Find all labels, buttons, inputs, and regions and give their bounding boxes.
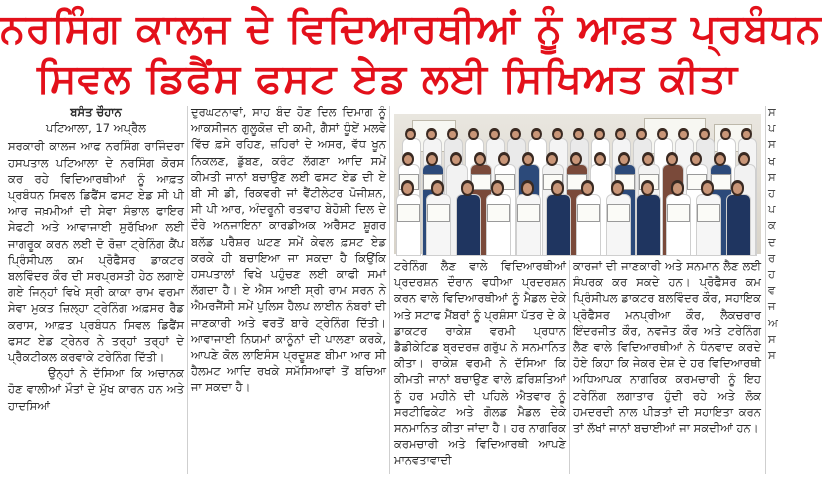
- article-column-4: [573, 258, 761, 476]
- certificate: [667, 204, 690, 222]
- paragraph: ਕਾਰਜਾਂ ਦੀ ਜਾਣਕਾਰੀ ਅਤੇ ਸਨਮਾਨ ਲੈਣ ਲਈ ਸੰਪਰਕ ਕਰ ਸਕਦੇ ਹਨ। ਪ੍ਰੋਫੈਸਰ ਕਮ ਪ੍ਰਿੰਸੀਪਲ ਡਾਕਟਰ ਬਲਵਿੰਦਰ ਕੌਰ, ਸਹਾਇਕ ਪ੍ਰੋਫੈਸਰ ਮਨਪ੍ਰੀਆ ਕੌਰ, ਲੈਕਚਰਾਰ ਇੰਦਰਜੀਤ ਕੌਰ, ਨਵਜੋਤ ਕੌਰ ਅਤੇ ਟਰੇਨਿੰਗ ਲੈਣ ਵਾਲੇ ਵਿਦਿਆਰਥੀਆਂ ਨੇ ਧੰਨਵਾਦ ਕਰਦੇ ਹੋਏ ਕਿਹਾ ਕਿ ਜੇਕਰ ਦੇਸ਼ ਦੇ ਹਰ ਵਿਦਿਆਰਥੀ ਅਧਿਆਪਕ ਨਾਗਰਿਕ ਕਰਮਚਾਰੀ ਨੂੰ ਇਹ ਟਰੇਨਿੰਗ ਲਗਾਤਾਰ ਹੁੰਦੀ ਰਹੇ ਅਤੇ ਲੋਕ ਹਮਦਰਦੀ ਨਾਲ ਪੀੜਤਾਂ ਦੀ ਸਹਾਇਤਾ ਕਰਨ ਤਾਂ ਲੱਖਾਂ ਜਾਨਾਂ ਬਚਾਈਆਂ ਜਾ ਸਕਦੀਆਂ ਹਨ।: [573, 259, 761, 436]
- paragraph: ਉਨ੍ਹਾਂ ਨੇ ਦੱਸਿਆ ਕਿ ਅਚਾਨਕ ਹੋਣ ਵਾਲੀਆਂ ਮੌਤਾਂ ਦੇ ਮੁੱਖ ਕਾਰਨ ਹਨ ਅਤੇ ਹਾਦਸਿਆਂ: [8, 366, 184, 413]
- paragraph: ਸਰਕਾਰੀ ਕਾਲਜ ਆਫ ਨਰਸਿੰਗ ਰਾਜਿੰਦਰਾ ਹਸਪਤਾਲ ਪਟਿਆਲਾ ਦੇ ਨਰਸਿੰਗ ਕੋਰਸ ਕਰ ਰਹੇ ਵਿਦਿਆਰਥੀਆਂ ਨੂੰ ਆਫ਼ਤ ਪ੍ਰਬੰਧਨ ਸਿਵਲ ਡਿਫੈਂਸ ਫਸਟ ਏਡ ਸੀ ਪੀ ਆਰ ਜਖ਼ਮੀਆਂ ਦੀ ਸੇਵਾ ਸੰਭਾਲ ਫਾਇਰ ਸੇਫਟੀ ਅਤੇ ਆਵਾਜਾਈ ਸੁਰੱਖਿਆ ਲਈ ਜਾਗਰੂਕ ਕਰਨ ਲਈ ਦੋ ਰੋਜ਼ਾ ਟ੍ਰੇਨਿੰਗ ਕੈਂਪ ਪ੍ਰਿੰਸੀਪਲ ਕਮ ਪ੍ਰੋਫੈਸਰ ਡਾਕਟਰ ਬਲਵਿੰਦਰ ਕੌਰ ਦੀ ਸਰਪ੍ਰਸਤੀ ਹੇਠ ਲਗਾਏ ਗਏ ਜਿਨ੍ਹਾਂ ਵਿਖੇ ਸ੍ਰੀ ਕਾਕਾ ਰਾਮ ਵਰਮਾ ਸੇਵਾ ਮੁਕਤ ਜ਼ਿਲ੍ਹਾ ਟ੍ਰੇਨਿੰਗ ਅਫ਼ਸਰ ਰੈਡ ਕਰਾਸ, ਆਫ਼ਤ ਪ੍ਰਬੰਧਨ ਸਿਵਲ ਡਿਫੈਂਸ ਫਸਟ ਏਡ ਟ੍ਰੇਨਰ ਨੇ ਤਰ੍ਹਾਂ ਤਰ੍ਹਾਂ ਦੇ ਪ੍ਰੈਕਟੀਕਲ ਕਰਵਾਕੇ ਟਰੇਨਿੰਗ ਦਿੱਤੀ।: [8, 139, 184, 365]
- column-divider: [187, 106, 188, 474]
- article-column-2: [191, 104, 386, 476]
- certificate: [577, 204, 600, 222]
- paragraph: ਟਰੇਨਿੰਗ ਲੈਣ ਵਾਲੇ ਵਿਦਿਆਰਥੀਆਂ ਪ੍ਰਦਰਸ਼ਨ ਦੌਰਾਨ ਵਧੀਆ ਪ੍ਰਦਰਸ਼ਨ ਕਰਨ ਵਾਲੇ ਵਿਦਿਆਰਥੀਆਂ ਨੂੰ ਮੈਡਲ ਦੇਕੇ ਅਤੇ ਸਟਾਫ ਮੈਂਬਰਾਂ ਨੂੰ ਪ੍ਰਸ਼ੰਸਾ ਪੱਤਰ ਦੇ ਕੇ ਡਾਕਟਰ ਰਾਕੇਸ਼ ਵਰਮੀ ਪ੍ਰਧਾਨ ਡੈਡੀਕੇਟਿਡ ਬ੍ਰਦਰਜ਼ ਗਰੁੱਪ ਨੇ ਸਨਮਾਨਿਤ ਕੀਤਾ। ਰਾਕੇਸ਼ ਵਰਮੀ ਨੇ ਦੱਸਿਆ ਕਿ ਕੀਮਤੀ ਜਾਨਾਂ ਬਚਾਉਣ ਵਾਲੇ ਫ਼ਰਿਸ਼ਤਿਆਂ ਨੂੰ ਹਰ ਮਹੀਨੇ ਦੀ ਪਹਿਲੇ ਐਤਵਾਰ ਨੂੰ ਸਰਟੀਫਿਕੇਟ ਅਤੇ ਗੋਲਡ ਮੈਡਲ ਦੇਕੇ ਸਨਮਾਨਿਤ ਕੀਤਾ ਜਾਂਦਾ ਹੈ। ਹਰ ਨਾਗਰਿਕ ਕਰਮਚਾਰੀ ਅਤੇ ਵਿਦਿਆਰਥੀ ਆਪਣੇ ਮਾਨਵਤਾਵਾਦੀ: [394, 259, 567, 468]
- article-column-1: [8, 104, 184, 476]
- dateline: ਪਟਿਆਲਾ, 17 ਅਪ੍ਰੈਲ: [46, 121, 146, 136]
- certificate: [487, 204, 510, 222]
- column-divider: [569, 260, 570, 474]
- column-divider: [765, 106, 766, 474]
- certificate: [397, 204, 420, 222]
- article-column-3: [394, 258, 566, 476]
- certificate: [517, 204, 540, 222]
- certificate: [427, 204, 450, 222]
- paragraph: ਦੁਰਘਟਨਾਵਾਂ, ਸਾਹ ਬੰਦ ਹੋਣ ਦਿਲ ਦਿਮਾਗ ਨੂੰ ਆਕਸੀਜਨ ਗੁਲੂਕੋਜ਼ ਦੀ ਕਮੀ, ਗੈਸਾਂ ਧੂੰਏਂ ਮਲਵੇ ਵਿੱਚ ਫ਼ਸੇ ਰਹਿਣ, ਜ਼ਹਿਰਾਂ ਦੇ ਅਸਰ, ਵੱਧ ਖੂਨ ਨਿਕਲਣ, ਡੁੱਬਣ, ਕਰੰਟ ਲੱਗਣਾ ਆਦਿ ਸਮੇਂ ਕੀਮਤੀ ਜਾਨਾਂ ਬਚਾਉਣ ਲਈ ਫਸਟ ਏਡ ਦੀ ਏ ਬੀ ਸੀ ਡੀ, ਰਿਕਵਰੀ ਜਾਂ ਵੈਂਟੀਲੇਟਰ ਪੋਜੀਸ਼ਨ, ਸੀ ਪੀ ਆਰ, ਅੰਦਰੂਨੀ ਰਤਵਾਹ ਬੇਹੋਸ਼ੀ ਦਿਲ ਦੇ ਦੌਰੇ ਅਨਜਾਇਨਾ ਕਾਰਡੀਅਕ ਅਰੈਸਟ ਸ਼ੂਗਰ ਬਲੱਡ ਪਰੈਸ਼ਰ ਘਟਣ ਸਮੇਂ ਕੇਵਲ ਫ਼ਸਟ ਏਡ ਕਰਕੇ ਹੀ ਬਚਾਇਆ ਜਾ ਸਕਦਾ ਹੈ ਕਿਉਂਕਿ ਹਸਪਤਾਲਾਂ ਵਿਖੇ ਪਹੁੰਚਣ ਲਈ ਕਾਫੀ ਸਮਾਂ ਲੱਗਦਾ ਹੈ। ਏ ਐਸ ਆਈ ਸ੍ਰੀ ਰਾਮ ਸਰਨ ਨੇ ਐਮਰਜੈਂਸੀ ਸਮੇਂ ਪੁਲਿਸ ਹੈਲਪ ਲਾਈਨ ਨੰਬਰਾਂ ਦੀ ਜਾਣਕਾਰੀ ਅਤੇ ਵਰਤੋਂ ਬਾਰੇ ਟ੍ਰੇਨਿੰਗ ਦਿੱਤੀ। ਆਵਾਜਾਈ ਨਿਯਮਾਂ ਕਾਨੂੰਨਾਂ ਦੀ ਪਾਲਣਾ ਕਰਕੇ, ਆਪਣੇ ਕੋਲ ਲਾਇਸੰਸ ਪ੍ਰਦੂਸ਼ਣ ਬੀਮਾ ਆਰ ਸੀ ਹੈਲਮਟ ਆਦਿ ਰਖਕੇ ਸਮੱਸਿਆਵਾਂ ਤੋਂ ਬਚਿਆ ਜਾ ਸਕਦਾ ਹੈ।: [191, 105, 386, 395]
- headline-line-1: ਨਰਸਿੰਗ ਕਾਲਜ ਦੇ ਵਿਦਿਆਰਥੀਆਂ ਨੂੰ ਆਫ਼ਤ ਪ੍ਰਬੰਧਨ: [0, 6, 822, 52]
- headline-line-2: ਸਿਵਲ ਡਿਫੈਂਸ ਫਸਟ ਏਡ ਲਈ ਸਿਖਿਅਤ ਕੀਤਾ: [36, 56, 739, 102]
- certificate: [607, 204, 630, 222]
- paragraph: ਸ ਪ ਸ ਖ ਸ ਹ ਪ ਕ ਦ ਰ ਹ ਵ ਜ ਅ ਸ ਸ: [768, 105, 778, 363]
- certificate: [697, 204, 720, 222]
- column-divider: [389, 106, 390, 474]
- news-photo: [394, 114, 761, 254]
- author-byline: ਬਸੰਤ ਚੌਹਾਨ: [70, 105, 122, 119]
- adjacent-article-edge: [768, 104, 780, 476]
